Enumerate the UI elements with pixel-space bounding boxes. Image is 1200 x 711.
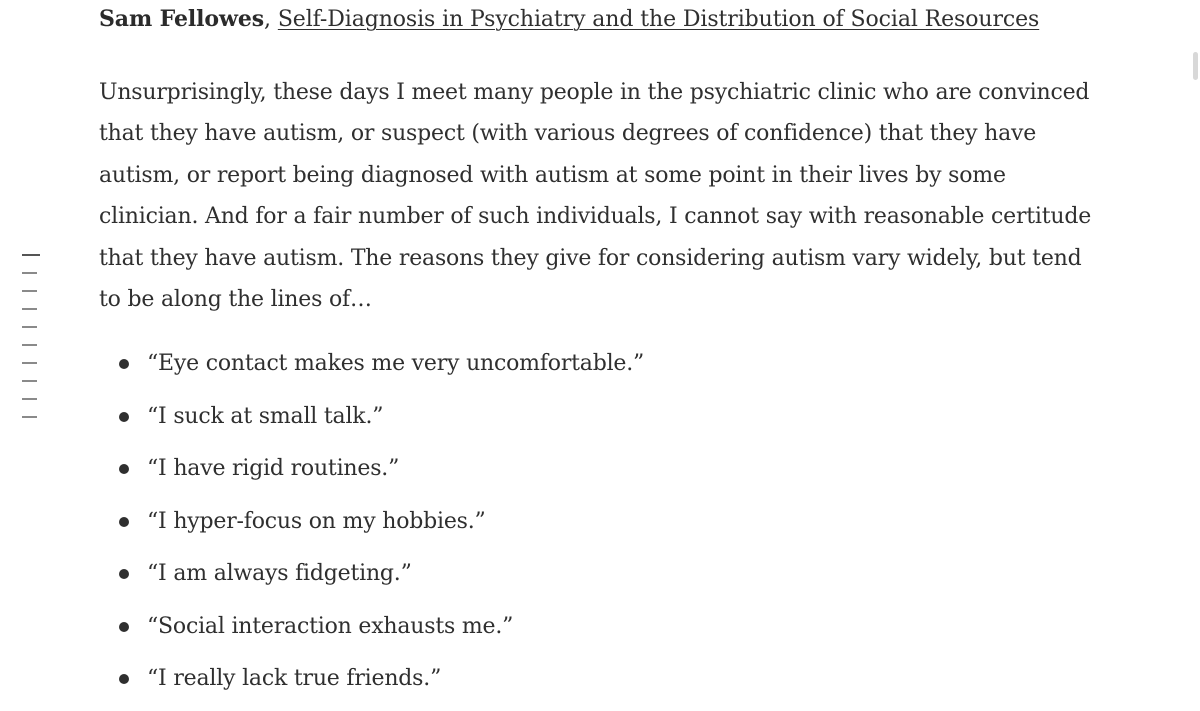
quote-text: “I have rigid routines.”: [147, 456, 400, 481]
quote-text: “Social interaction exhausts me.”: [147, 613, 514, 639]
quote-text: “Eye contact makes me very uncomfortable.”: [147, 351, 645, 376]
toc-tick[interactable]: [22, 362, 37, 364]
quote-item: [99, 658, 644, 711]
bullet-icon: [119, 674, 129, 684]
quote-text: “I suck at small talk.”: [147, 403, 384, 429]
quote-item: [99, 343, 644, 396]
bullet-icon: [119, 412, 129, 422]
bullet-icon: [119, 569, 129, 579]
bullet-icon: [119, 622, 129, 632]
toc-tick[interactable]: [22, 398, 37, 400]
toc-tick[interactable]: [22, 254, 40, 256]
toc-tick[interactable]: [22, 416, 37, 418]
quote-item: [99, 606, 644, 659]
bullet-icon: [119, 517, 129, 527]
quote-text: “I hyper-focus on my hobbies.”: [147, 508, 486, 534]
body-paragraph: Unsurprisingly, these days I meet many people in the psychiatric clinic who are convinced that they have autism, or suspect (with various degrees of confidence) that they have autism, or report being diagnosed with autism at some point in their lives by some clinician. And for a fair number of such individuals, I cannot say with reasonable certitude that they have autism. The reasons they give for considering autism vary widely, but tend to be along the lines of…: [99, 80, 1092, 313]
citation-separator: ,: [264, 7, 271, 32]
article-content: [99, 0, 1099, 691]
quote-list: [99, 343, 644, 711]
table-of-contents-ticks: [22, 254, 40, 434]
bullet-icon: [119, 359, 129, 369]
quote-text: “I really lack true friends.”: [147, 666, 442, 691]
quote-item: [99, 396, 644, 449]
toc-tick[interactable]: [22, 308, 37, 310]
citation-line: [99, 4, 1039, 35]
quote-item: [99, 553, 644, 606]
scrollbar-thumb[interactable]: [1193, 52, 1198, 80]
quote-item: [99, 448, 644, 501]
toc-tick[interactable]: [22, 344, 37, 346]
scrollbar[interactable]: [1190, 0, 1200, 675]
quote-item: [99, 501, 644, 554]
citation-title-link[interactable]: Self-Diagnosis in Psychiatry and the Distribution of Social Resources: [277, 7, 1040, 32]
bullet-icon: [119, 464, 129, 474]
quote-text: “I am always fidgeting.”: [147, 561, 412, 586]
toc-tick[interactable]: [22, 380, 37, 382]
toc-tick[interactable]: [22, 290, 37, 292]
toc-tick[interactable]: [22, 326, 37, 328]
toc-tick[interactable]: [22, 272, 37, 274]
citation-author: Sam Fellowes: [99, 6, 265, 32]
